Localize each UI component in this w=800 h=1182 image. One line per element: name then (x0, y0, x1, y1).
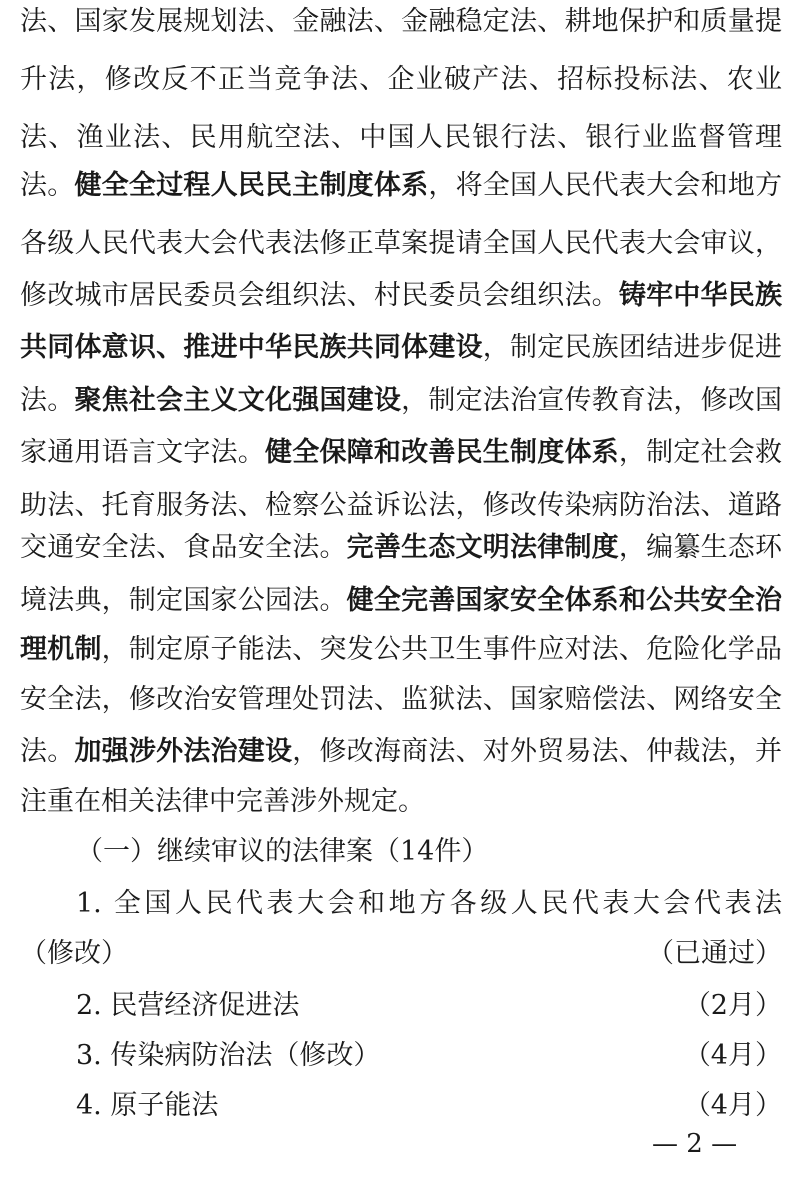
item-status: （已通过） (647, 938, 782, 969)
paragraph-line: 法、渔业法、民用航空法、中国人民银行法、银行业监督管理 (20, 122, 782, 153)
bold-heading: 健全全过程人民民主制度体系 (74, 170, 429, 201)
paragraph-line: 注重在相关法律中完善涉外规定。 (20, 786, 425, 817)
item-title: （修改） (20, 938, 128, 969)
list-item-continuation (20, 936, 782, 972)
paragraph-line: 家通用语言文字法。健全保障和改善民生制度体系，制定社会救 (20, 437, 782, 468)
paragraph-line: 法、国家发展规划法、金融法、金融稳定法、耕地保护和质量提 (20, 6, 782, 37)
section-heading: （一）继续审议的法律案（14件） (76, 836, 489, 867)
item-number: 2. (76, 990, 102, 1021)
bold-heading: 理机制 (20, 634, 102, 665)
item-title: 民营经济促进法 (110, 990, 300, 1021)
paragraph-line: 共同体意识、推进中华民族共同体建设，制定民族团结进步促进 (20, 332, 782, 363)
paragraph-line: 法。聚焦社会主义文化强国建设，制定法治宣传教育法，修改国 (20, 385, 782, 416)
item-status: （2月） (683, 990, 782, 1021)
list-item (76, 886, 782, 922)
item-title: 原子能法 (110, 1090, 219, 1121)
bold-heading: 加强涉外法治建设 (74, 736, 293, 767)
list-item (76, 1088, 782, 1124)
paragraph-line: 境法典，制定国家公园法。健全完善国家安全体系和公共安全治 (20, 585, 782, 616)
item-number: 3. (76, 1040, 102, 1071)
list-item (76, 1038, 782, 1074)
bold-heading: 健全保障和改善民生制度体系 (265, 437, 619, 468)
paragraph-line: 法。加强涉外法治建设，修改海商法、对外贸易法、仲裁法，并 (20, 736, 782, 767)
bold-heading: 共同体意识、推进中华民族共同体建设 (20, 332, 483, 363)
paragraph-line: 法。健全全过程人民民主制度体系，将全国人民代表大会和地方 (20, 170, 782, 201)
paragraph-line: 升法，修改反不正当竞争法、企业破产法、招标投标法、农业 (20, 64, 782, 95)
bold-heading: 健全完善国家安全体系和公共安全治 (346, 585, 782, 616)
list-item (76, 988, 782, 1024)
item-title: 传染病防治法（修改） (110, 1040, 381, 1071)
bold-heading: 铸牢中华民族 (618, 280, 782, 311)
item-title: 全国人民代表大会和地方各级人民代表大会代表法 (113, 888, 782, 919)
item-number: 4. (76, 1090, 102, 1121)
paragraph-line: 理机制，制定原子能法、突发公共卫生事件应对法、危险化学品 (20, 634, 782, 665)
bold-heading: 聚焦社会主义文化强国建设 (74, 385, 402, 416)
paragraph-line: 交通安全法、食品安全法。完善生态文明法律制度，编纂生态环 (20, 532, 782, 563)
paragraph-line: 安全法，修改治安管理处罚法、监狱法、国家赔偿法、网络安全 (20, 684, 782, 715)
item-number: 1. (76, 888, 102, 919)
page-number: — 2 — (652, 1129, 738, 1159)
paragraph-line: 各级人民代表大会代表法修正草案提请全国人民代表大会审议， (20, 228, 782, 259)
item-status: （4月） (683, 1040, 782, 1071)
paragraph-line: 助法、托育服务法、检察公益诉讼法，修改传染病防治法、道路 (20, 490, 782, 521)
paragraph-line: 修改城市居民委员会组织法、村民委员会组织法。铸牢中华民族 (20, 280, 782, 311)
item-status: （4月） (683, 1090, 782, 1121)
bold-heading: 完善生态文明法律制度 (346, 532, 619, 563)
